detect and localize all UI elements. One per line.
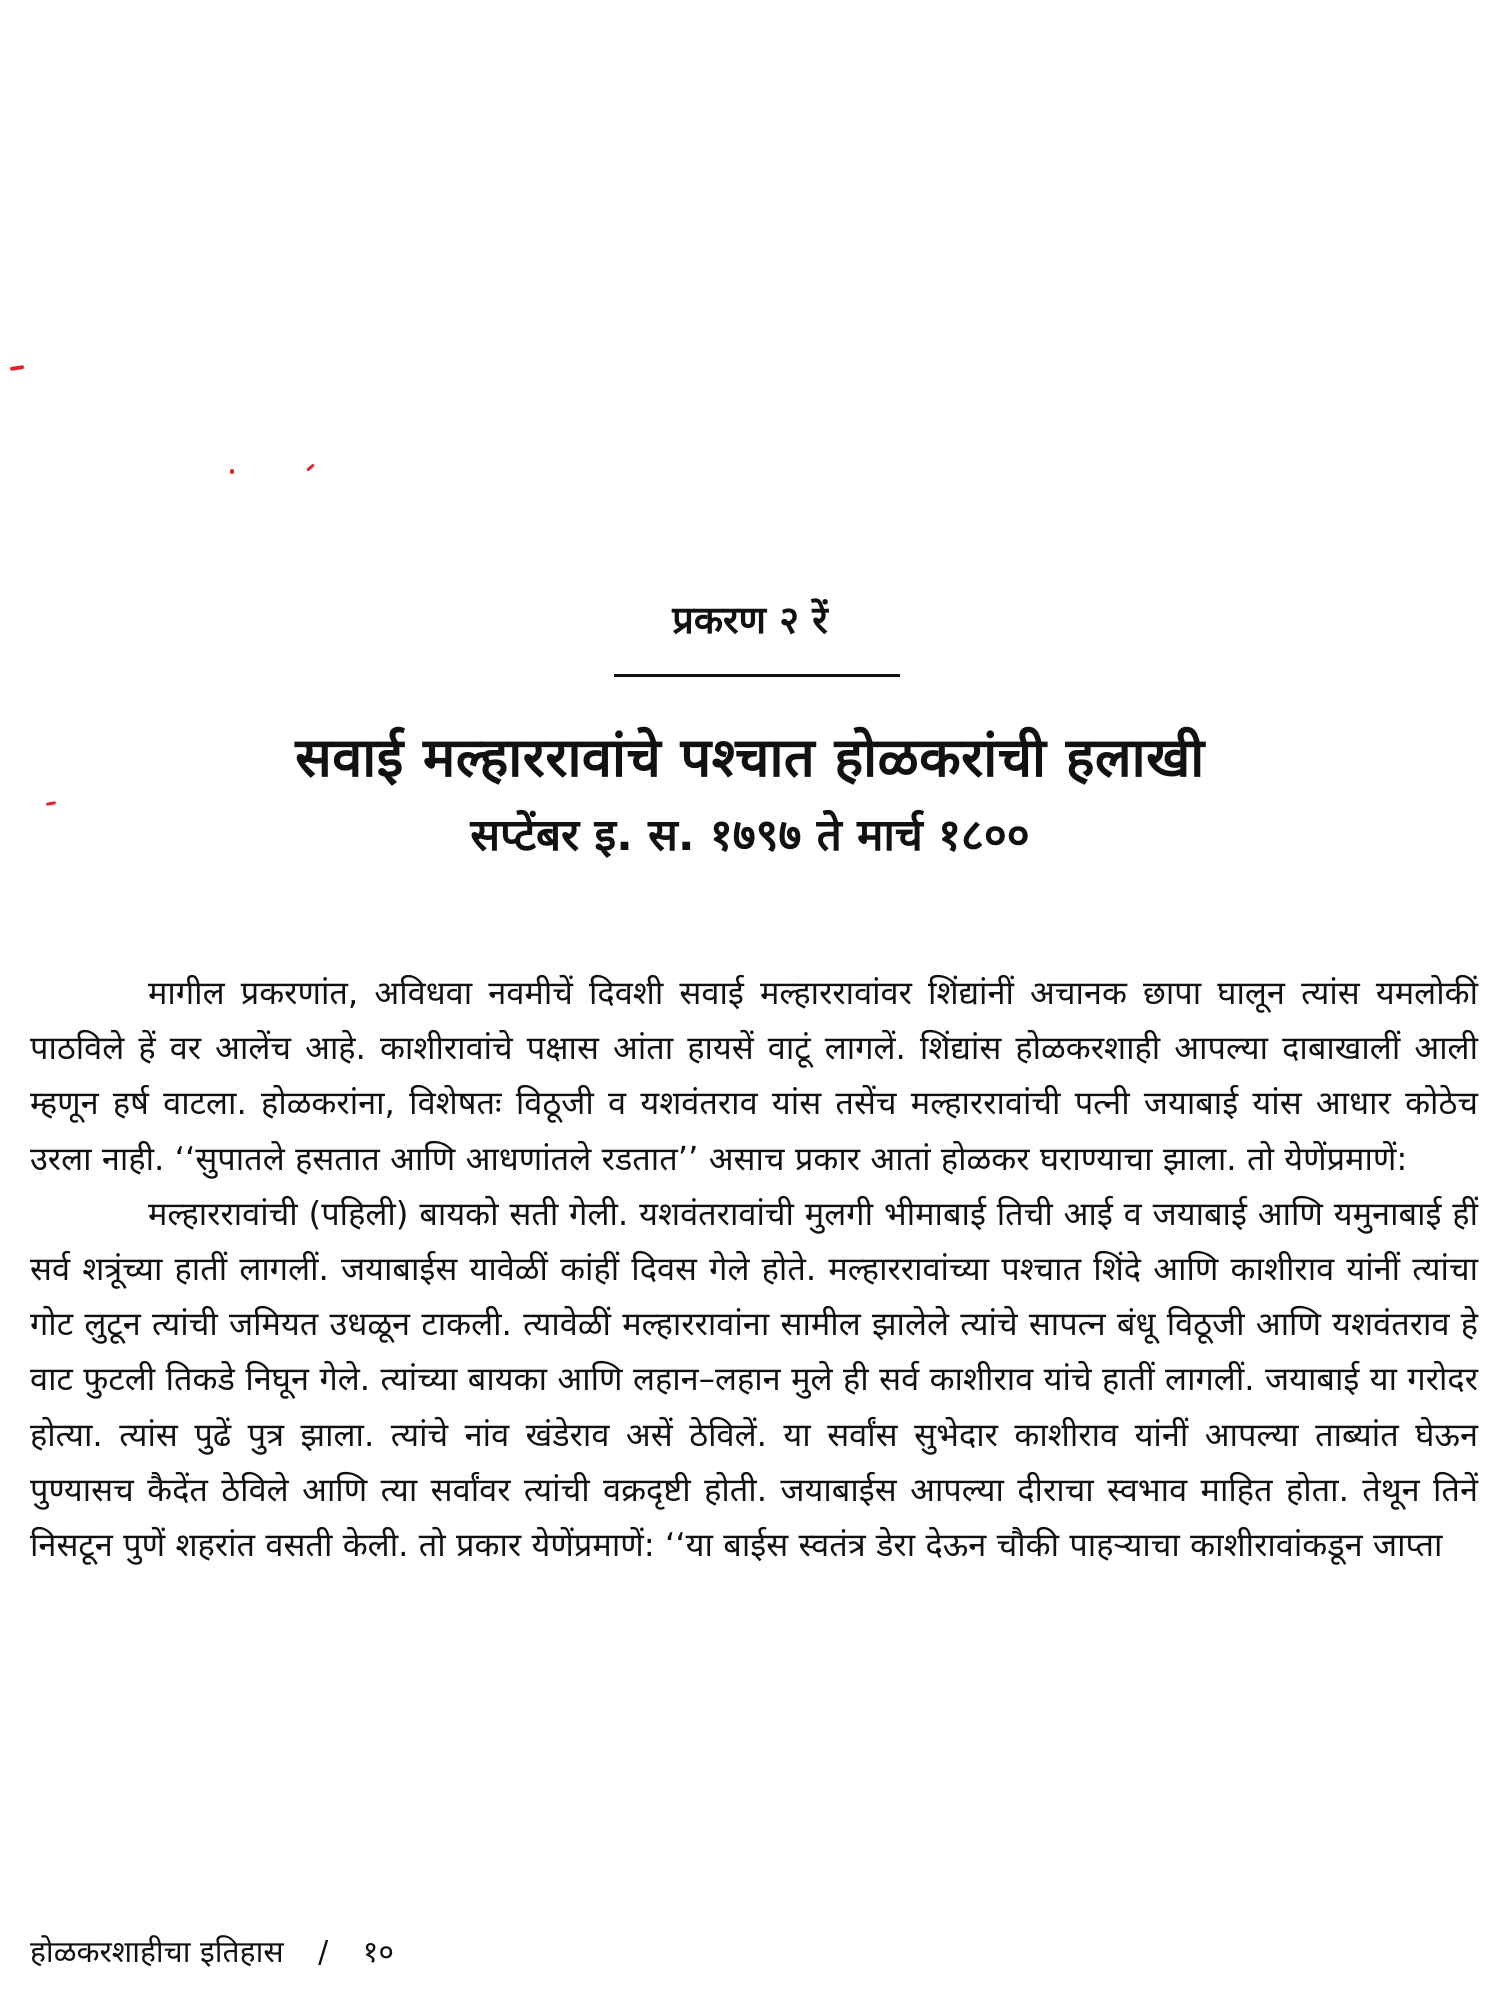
red-ink-mark bbox=[10, 365, 24, 371]
paragraph: मागील प्रकरणांत, अविधवा नवमीचें दिवशी सवाई मल्हाररावांवर शिंद्यांनीं अचानक छापा घालून त्यांस यमलोकीं पाठविले हें वर आलेंच आहे. काशीरावांचे पक्षास आंता हायसें वाटूं लागलें. शिंद्यांस होळकरशाही आपल्या दाबाखालीं आली म्हणून हर्ष वाटला. होळकरांना, विशेषतः विठूजी व यशवंतराव यांस तसेंच मल्हाररावांची पत्नी जयाबाई यांस आधार कोठेच उरला नाही. ‘‘सुपातले हसतात आणि आधणांतले रडतात’’ असाच प्रकार आतां होळकर घराण्याचा झाला. तो येणेंप्रमाणें: bbox=[30, 974, 1478, 1178]
paragraph: मल्हाररावांची (पहिली) बायको सती गेली. यशवंतरावांची मुलगी भीमाबाई तिची आई व जयाबाई आणि यमुनाबाई हीं सर्व शत्रूंच्या हातीं लागलीं. जयाबाईस यावेळीं कांहीं दिवस गेले होते. मल्हाररावांच्या पश्चात शिंदे आणि काशीराव यांनीं त्यांचा गोट लुटून त्यांची जमियत उधळून टाकली. त्यावेळीं मल्हाररावांना सामील झालेले त्यांचे सापत्न बंधू विठूजी आणि यशवंतराव हे वाट फुटली तिकडे निघून गेले. त्यांच्या बायका आणि लहान–लहान मुले ही सर्व काशीराव यांचे हातीं लागलीं. जयाबाई या गरोदर होत्या. त्यांस पुढें पुत्र झाला. त्यांचे नांव खंडेराव असें ठेविलें. या सर्वांस सुभेदार काशीराव यांनीं आपल्या ताब्यांत घेऊन पुण्यासच कैदेंत ठेविले आणि त्या सर्वांवर त्यांची वक्रदृष्टी होती. जयाबाईस आपल्या दीराचा स्वभाव माहित होता. तेथून तिनें निसटून पुणें शहरांत वसती केली. तो प्रकार येणेंप्रमाणें: ‘‘या बाईस स्वतंत्र डेरा देऊन चौकी पाहऱ्याचा काशीरावांकडून जाप्ता bbox=[30, 1194, 1478, 1565]
chapter-label: प्रकरण २ रें bbox=[672, 598, 828, 642]
page-number: १० bbox=[362, 1935, 394, 1970]
chapter-title: सवाई मल्हाररावांचे पश्चात होळकरांची हलाखी bbox=[295, 726, 1205, 789]
red-ink-mark bbox=[306, 463, 315, 471]
page-footer bbox=[30, 1930, 394, 1976]
red-ink-mark bbox=[230, 469, 234, 474]
footer-book-title: होळकरशाहीचा इतिहास bbox=[30, 1935, 284, 1970]
chapter-subtitle: सप्टेंबर इ. स. १७९७ ते मार्च १८०० bbox=[470, 810, 1030, 861]
footer-separator: / bbox=[318, 1935, 329, 1970]
body-text bbox=[30, 966, 1478, 1573]
chapter-divider bbox=[614, 674, 900, 677]
